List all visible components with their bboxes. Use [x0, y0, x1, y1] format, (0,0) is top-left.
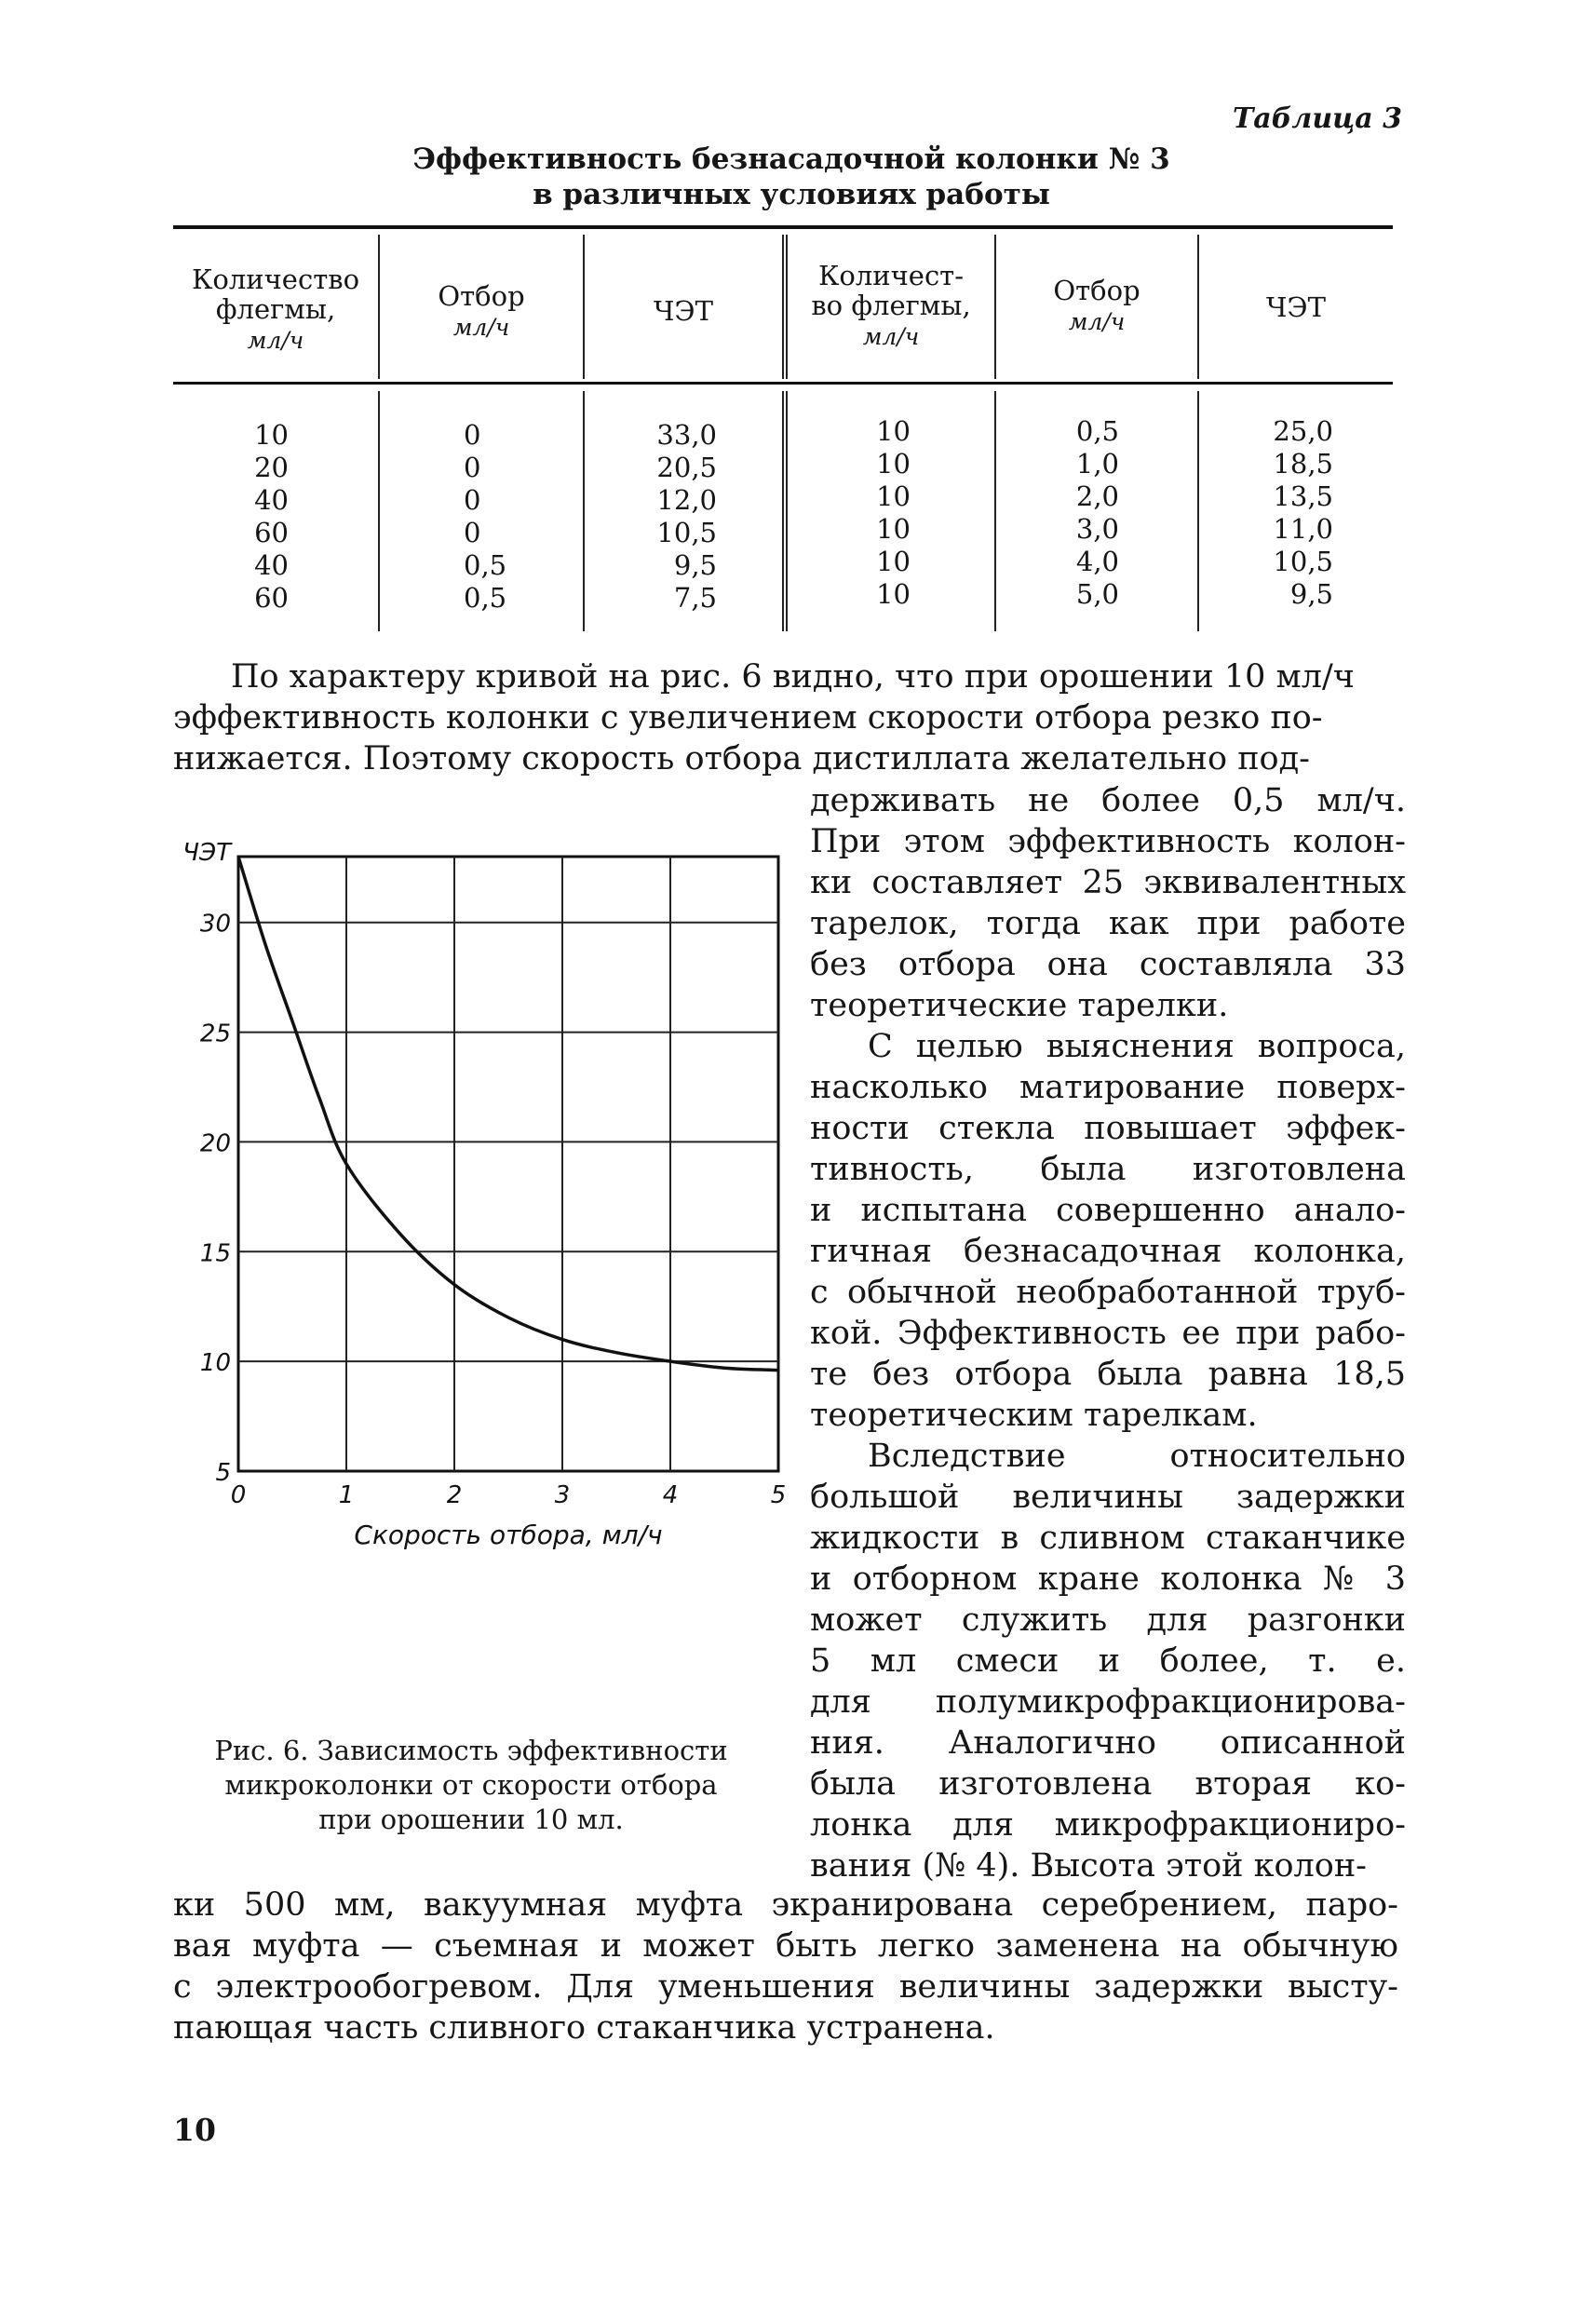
header-unit: мл/ч: [1068, 308, 1126, 335]
table-cell: 13,5: [1273, 480, 1333, 512]
table-cell: 10,5: [1273, 546, 1333, 577]
table-col-withdrawal-2: [1054, 415, 1119, 611]
header-unit: мл/ч: [452, 314, 510, 341]
text-line: жидкости в сливном стаканчике: [810, 1520, 1406, 1557]
paragraph-bottom: [173, 1885, 1398, 2048]
y-axis-label: ЧЭТ: [182, 839, 231, 867]
text-line: пающая часть сливного стаканчика устранена.: [173, 2009, 995, 2047]
text-line: большой величины задержки: [810, 1479, 1406, 1516]
table-cell: 0: [464, 419, 481, 451]
header-text: во флегмы,: [811, 290, 971, 321]
table-cell: 10,5: [656, 517, 717, 548]
text-line: ки 500 мм, вакуумная муфта экранирована серебрением, паро-: [173, 1886, 1398, 1924]
text-line: эффективность колонки с увеличением скорости отбора резко по-: [173, 699, 1323, 736]
table-cell: 20: [254, 452, 289, 483]
text-line: и испытана совершенно анало-: [810, 1192, 1406, 1229]
text-line: и отборном кране колонка № 3: [810, 1561, 1406, 1598]
caption-line: при орошении 10 мл.: [318, 1804, 624, 1835]
table-header-reflux: [173, 264, 378, 356]
table-cell: 3,0: [1075, 513, 1119, 545]
text-line: 5 мл смеси и более, т. е.: [810, 1642, 1406, 1680]
text-line: Вследствие относительно: [868, 1438, 1406, 1475]
table-cell: 60: [254, 582, 289, 614]
text-line: вания (№ 4). Высота этой колон-: [810, 1847, 1368, 1885]
text-line: те без отбора была равна 18,5: [810, 1356, 1406, 1393]
text-line: без отбора она составляла 33: [810, 946, 1406, 983]
text-line: с электрообогревом. Для уменьшения величины задержки высту-: [173, 1968, 1398, 2006]
text-line: с обычной необработанной труб-: [810, 1274, 1406, 1311]
text-line: теоретические тарелки.: [810, 987, 1229, 1024]
header-text: флегмы,: [215, 293, 336, 325]
table-cell: 5,0: [1075, 578, 1119, 610]
figure-caption: [173, 1734, 769, 1837]
table-col-het-2: [1259, 415, 1333, 611]
plot-frame: [238, 857, 778, 1471]
table-cell: 10: [876, 546, 911, 577]
table-col-withdrawal: [464, 419, 538, 615]
x-axis-label: Скорость отбора, мл/ч: [354, 1520, 663, 1550]
header-text: Отбор: [1053, 275, 1140, 306]
text-line: тарелок, тогда как при работе: [810, 905, 1406, 942]
table-cell: 40: [254, 484, 289, 516]
table-cell: 10: [876, 513, 911, 545]
table-cell: 0: [464, 517, 481, 548]
header-text: ЧЭТ: [1266, 291, 1326, 323]
table-cell: 0,5: [464, 549, 507, 581]
table-col-divider: [1197, 391, 1199, 631]
data-curve: [238, 857, 778, 1371]
x-tick-label: 1: [338, 1481, 355, 1509]
y-tick-label: 15: [199, 1239, 231, 1268]
y-tick-label: 20: [199, 1129, 231, 1158]
table-header-reflux-2: [788, 261, 994, 352]
y-tick-label: 30: [199, 910, 231, 939]
table-header-withdrawal-2: [996, 276, 1197, 337]
x-tick-label: 4: [662, 1481, 679, 1509]
text-line: тивность, была изготовлена: [810, 1151, 1406, 1188]
table-cell: 18,5: [1273, 448, 1333, 480]
text-line: для полумикрофракционирова-: [810, 1683, 1406, 1721]
text-line: лонка для микрофракциониро-: [810, 1806, 1406, 1844]
paragraph-intro: [173, 656, 1398, 779]
y-tick-label: 25: [199, 1020, 231, 1048]
table-cell: 25,0: [1273, 415, 1333, 447]
header-text: Количество: [191, 263, 360, 295]
text-line: С целью выяснения вопроса,: [868, 1028, 1406, 1065]
table-cell: 11,0: [1273, 513, 1333, 545]
text-line: была изготовлена вторая ко-: [810, 1765, 1406, 1803]
x-tick-label: 3: [554, 1481, 571, 1509]
text-line: насколько матирование поверх-: [810, 1069, 1406, 1106]
table-cell: 9,5: [673, 549, 717, 581]
text-line: вая муфта — съемная и может быть легко заменена на обычную: [173, 1927, 1398, 1965]
table-double-divider: [782, 391, 788, 631]
page-number: 10: [173, 2112, 216, 2148]
table-cell: 60: [254, 517, 289, 548]
table-cell: 0,5: [464, 582, 507, 614]
table-col-divider: [994, 391, 996, 631]
table-header-het: [585, 296, 782, 326]
table-cell: 40: [254, 549, 289, 581]
text-line: держивать не более 0,5 мл/ч.: [810, 782, 1406, 819]
y-tick-label: 5: [215, 1459, 231, 1487]
table-cell: 9,5: [1289, 578, 1333, 610]
table-col-reflux-2: [866, 415, 911, 611]
text-line: гичная безнасадочная колонка,: [810, 1233, 1406, 1270]
text-line: При этом эффективность колон-: [810, 823, 1406, 860]
text-line: ния. Аналогично описанной: [810, 1724, 1406, 1762]
table-cell: 7,5: [673, 582, 717, 614]
table-cell: 0: [464, 484, 481, 516]
x-tick-label: 5: [770, 1481, 787, 1509]
figure-6-chart: [173, 829, 806, 1695]
caption-line: Рис. 6. Зависимость эффективности: [214, 1735, 728, 1766]
table-cell: 4,0: [1075, 546, 1119, 577]
table-col-reflux: [244, 419, 289, 615]
table-cell: 10: [876, 415, 911, 447]
table-col-divider: [583, 391, 585, 631]
table-label: Таблица 3: [1232, 102, 1402, 135]
text-line: теоретическим тарелкам.: [810, 1397, 1258, 1434]
table-cell: 0,5: [1075, 415, 1119, 447]
table-header-rule: [173, 382, 1393, 385]
table-cell: 0: [464, 452, 481, 483]
header-text: ЧЭТ: [654, 295, 713, 327]
text-line: По характеру кривой на рис. 6 видно, что при орошении 10 мл/ч: [231, 658, 1355, 696]
y-tick-label: 10: [199, 1349, 231, 1378]
table-cell: 10: [876, 448, 911, 480]
table-cell: 12,0: [656, 484, 717, 516]
table-top-rule: [173, 225, 1393, 229]
right-column-text: [810, 780, 1406, 1886]
text-line: кой. Эффективность ее при рабо-: [810, 1315, 1406, 1352]
text-line: ности стекла повышает эффек-: [810, 1110, 1406, 1147]
table-header-het-2: [1199, 292, 1393, 322]
table-cell: 33,0: [656, 419, 717, 451]
table-title: [391, 142, 1192, 212]
header-text: Количест-: [817, 260, 965, 291]
text-line: нижается. Поэтому скорость отбора дистиллата желательно под-: [173, 740, 1310, 777]
table-header-withdrawal: [380, 281, 583, 343]
table-title-line1: Эффективность безнасадочной колонки № 3: [412, 142, 1170, 176]
header-unit: мл/ч: [247, 327, 304, 354]
header-unit: мл/ч: [862, 323, 920, 350]
table-col-het: [642, 419, 717, 615]
x-tick-label: 0: [230, 1481, 247, 1509]
table-col-divider: [378, 391, 380, 631]
table-cell: 10: [876, 480, 911, 512]
caption-line: микроколонки от скорости отбора: [224, 1769, 718, 1801]
x-tick-label: 2: [446, 1481, 463, 1509]
text-line: может служить для разгонки: [810, 1601, 1406, 1639]
table-cell: 1,0: [1075, 448, 1119, 480]
table-cell: 10: [876, 578, 911, 610]
table-cell: 20,5: [656, 452, 717, 483]
header-text: Отбор: [438, 280, 525, 312]
table-title-line2: в различных условиях работы: [533, 178, 1050, 211]
table-cell: 2,0: [1075, 480, 1119, 512]
text-line: ки составляет 25 эквивалентных: [810, 864, 1406, 901]
table-cell: 10: [254, 419, 289, 451]
